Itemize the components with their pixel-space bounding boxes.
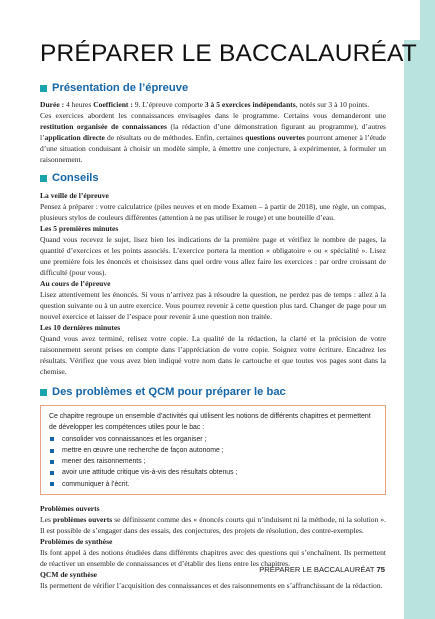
square-bullet-icon: [40, 389, 47, 396]
bold-run: questions ouvertes: [245, 133, 305, 142]
band-notch: [404, 0, 420, 40]
section-heading-problems: [40, 385, 386, 400]
competences-box: [40, 405, 386, 495]
page-title: PRÉPARER LE BACCALAURÉAT: [40, 40, 417, 67]
bold-run: Coefficient :: [93, 100, 135, 109]
square-bullet-icon: [50, 471, 54, 475]
list-item: [49, 434, 377, 445]
advice-text: Pensez à préparer : votre calculatrice (piles neuves et en mode Examen – à partir de 2018), une règle, un compas, plusieurs stylos de couleurs différentes (attention à ne pas utiliser le rouge) et une bouteille d’eau.: [40, 202, 386, 222]
square-bullet-icon: [50, 460, 54, 464]
list-item: [49, 467, 377, 478]
list-item-text: communiquer à l’écrit.: [62, 480, 130, 488]
text-run: Les: [40, 515, 53, 525]
text-run: 9. L’épreuve comporte: [134, 100, 205, 109]
advice-text: Lisez attentivement les énoncés. Si vous n’arrivez pas à résoudre la question, ne perdez pas de temps : allez à la question suivante ou à un autre exercice. Vous pourrez revenir à cette question plus tard. Changer de page pour un nouvel exercice et laisser de l’espace pour revenir à une question non traitée.: [40, 290, 386, 321]
list-item: [49, 445, 377, 456]
advice-text: Quand vous recevez le sujet, lisez bien les indications de la première page et vérifiez le nombre de pages, la quantité d’exercices et les points associés. L’exercice portera la mention « obligatoire » ou « spécialité ». Lisez une première fois les énoncés et choisissez dans quel ordre vous allez faire les exercices : par ordre croissant de difficulté (pour vous).: [40, 235, 386, 277]
footer-label: PRÉPARER LE BACCALAURÉAT: [259, 565, 375, 574]
list-item-text: mettre en œuvre une recherche de façon autonome ;: [62, 446, 224, 454]
text-run: 4 heures: [65, 100, 94, 109]
bold-run: restitution organisée de connaissances: [40, 122, 167, 131]
square-bullet-icon: [40, 85, 47, 92]
square-bullet-icon: [50, 482, 54, 486]
exam-description-paragraph: [40, 110, 386, 165]
text-run: de résultats ou de méthodes. Enfin, certaines: [104, 133, 246, 142]
text-run: pourront amener à l’étude d’une situation conduisant à choisir un modèle simple, à émettre une conjecture, à expérimenter, à formuler un raisonnement.: [40, 133, 386, 164]
advice-title: Les 5 premières minutes: [40, 224, 119, 233]
qcm-text: Ils permettent de vérifier l’acquisition des connaissances et des raisonnements en s’affranchissant de la rédaction.: [40, 581, 383, 591]
bold-run: Durée :: [40, 100, 66, 109]
list-item-text: mener des raisonnements ;: [62, 458, 146, 466]
advice-title: Les 10 dernières minutes: [40, 323, 121, 332]
advice-title: La veille de l’épreuve: [40, 191, 109, 200]
competences-list: [49, 434, 377, 490]
bold-run: application directe: [44, 133, 105, 142]
section-heading-text: Conseils: [52, 172, 99, 184]
section-heading-presentation: [40, 81, 386, 96]
square-bullet-icon: [50, 437, 54, 441]
open-problems-text: [40, 514, 386, 536]
text-run: (la rédaction d’une démonstration figurant au programme), d’autres l’: [40, 122, 386, 142]
advice-list: [40, 190, 386, 377]
list-item: [49, 456, 377, 467]
section-heading-text: Des problèmes et QCM pour préparer le bac: [52, 386, 286, 398]
qcm-title: QCM de synthèse: [40, 570, 98, 580]
square-bullet-icon: [40, 175, 47, 182]
section-heading-advice: [40, 171, 386, 186]
text-run: Ces exercices abordent les connaissances envisagées dans le programme. Certains vous demanderont une: [40, 111, 386, 120]
advice-text: Quand vous avez terminé, relisez votre copie. La qualité de la rédaction, la clarté et la précision de votre raisonnement seront prises en compte dans l’appréciation de votre copie. Soignez votre écriture. Encadrez les résultats. Vérifiez que vous avez bien indiqué votre nom dans le cartouche et que toutes vos pages sont dans la chemise.: [40, 334, 386, 376]
page-number: 75: [376, 565, 385, 574]
list-item-text: consolider vos connaissances et les organiser ;: [62, 435, 207, 443]
list-item-text: avoir une attitude critique vis-à-vis des résultats obtenus ;: [62, 469, 238, 477]
open-problems-title: Problèmes ouverts: [40, 504, 100, 514]
bold-run: problèmes ouverts: [52, 515, 113, 525]
page-content: [40, 81, 386, 591]
activity-types: [40, 503, 386, 591]
exam-duration-line: [40, 99, 386, 110]
list-item: [49, 479, 377, 490]
bold-run: 3 à 5 exercices indépendants: [204, 100, 296, 109]
advice-title: Au cours de l’épreuve: [40, 279, 111, 288]
page-footer: [40, 565, 385, 574]
section-heading-text: Présentation de l’épreuve: [52, 82, 189, 94]
synthesis-problems-title: Problèmes de synthèse: [40, 537, 113, 547]
synthesis-problems-text: Ils font appel à des notions étudiées dans différents chapitres avec des questions qui s’enchaînent. Ils permettent de réactiver un ensemble de connaissances et d’établir des liens entre les chapitres.: [40, 548, 386, 569]
box-intro: Ce chapitre regroupe un ensemble d’activités qui utilisent les notions de différents chapitres et permettent de développer les compétences utiles pour le bac :: [49, 413, 371, 432]
side-color-band: [404, 0, 435, 619]
square-bullet-icon: [50, 449, 54, 453]
text-run: , notés sur 3 à 10 points.: [295, 100, 370, 109]
text-run: se définissent comme des « énoncés courts qui n’induisent ni la méthode, ni la solution ». Il est possible de s’engager dans des essais, des conjectures, des projets de résolution, des contre-exemples.: [40, 515, 386, 536]
